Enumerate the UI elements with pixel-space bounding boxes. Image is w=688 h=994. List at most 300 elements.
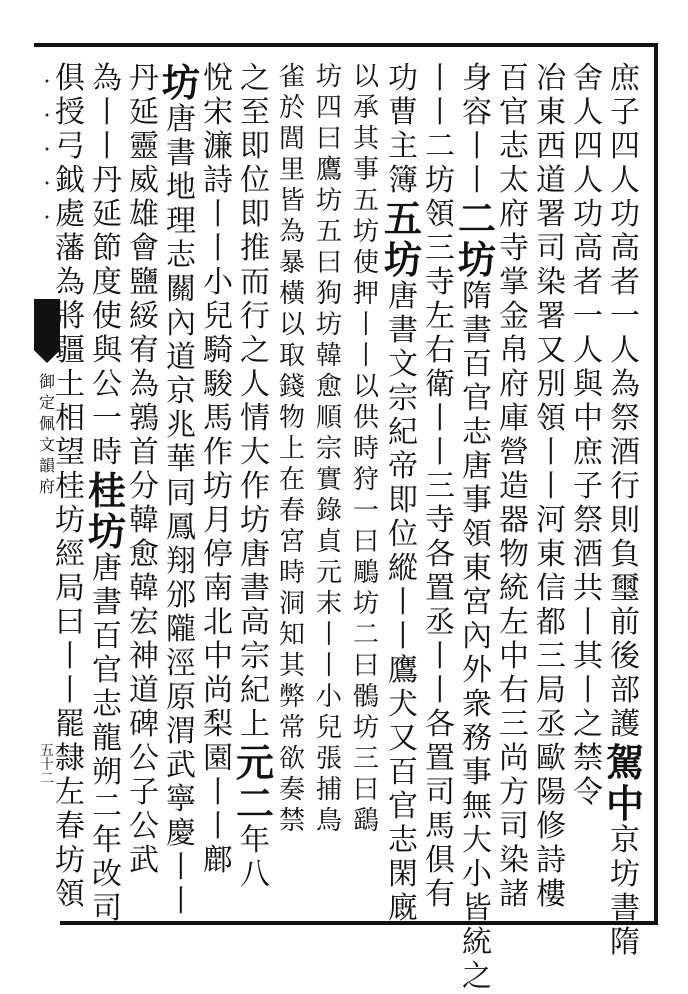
text-char: 志: [92, 687, 122, 722]
text-char: 府: [499, 367, 529, 402]
text-char: 梨: [203, 707, 233, 742]
text-char: 翔: [166, 544, 196, 579]
text-char: 理: [166, 204, 196, 239]
text-char: 子: [129, 775, 159, 810]
margin-marks: ・ ・ ・ ・ ・: [38, 72, 55, 227]
text-char: 坊: [55, 503, 85, 538]
text-char: 丨: [203, 809, 233, 844]
text-char: 慶: [166, 816, 196, 851]
text-char: 錄: [315, 496, 342, 526]
text-char: 器: [499, 503, 529, 538]
text-char: 即: [388, 483, 418, 518]
text-char: 延: [129, 95, 159, 130]
text-char: 俱: [55, 61, 85, 96]
text-char: 供: [352, 403, 379, 433]
text-char: 丨: [462, 163, 492, 198]
text-char: 押: [352, 279, 379, 309]
text-char: 京: [166, 374, 196, 409]
text-char: 宗: [388, 381, 418, 416]
text-char: 為: [129, 367, 159, 402]
text-char: 東: [536, 95, 566, 130]
text-char: 功: [573, 197, 603, 232]
text-char: 上: [278, 434, 305, 464]
text-char: 狗: [315, 279, 342, 309]
text-char: 四: [573, 129, 603, 164]
headword-char: 桂: [87, 468, 126, 513]
text-char: 三: [352, 744, 379, 774]
text-column-16: [42, 62, 98, 922]
text-char: 授: [55, 95, 85, 130]
text-char: 四: [315, 93, 342, 123]
text-char: 一: [573, 299, 603, 334]
text-char: 上: [240, 707, 270, 742]
text-char: 坊: [352, 713, 379, 743]
text-char: 春: [55, 809, 85, 844]
text-char: 書: [462, 313, 492, 348]
text-char: 位: [388, 517, 418, 552]
text-char: 太: [499, 163, 529, 198]
text-char: 而: [240, 265, 270, 300]
text-char: 唐: [166, 102, 196, 137]
text-char: 丨: [425, 673, 455, 708]
text-char: 內: [462, 619, 492, 654]
text-char: 信: [536, 571, 566, 606]
text-char: 俱: [425, 843, 455, 878]
text-char: 帝: [388, 449, 418, 484]
text-char: 承: [352, 93, 379, 123]
text-char: 五: [352, 186, 379, 216]
text-char: 物: [499, 537, 529, 572]
text-char: 左: [55, 775, 85, 810]
text-char: 祭: [610, 401, 640, 436]
text-char: 五: [315, 217, 342, 247]
text-char: 二: [92, 789, 122, 824]
text-char: 廐: [388, 891, 418, 926]
text-char: 歐: [536, 741, 566, 776]
text-char: 欲: [278, 744, 305, 774]
text-char: 桂: [55, 469, 85, 504]
text-char: 皆: [278, 186, 305, 216]
text-char: 龍: [92, 721, 122, 756]
text-char: 丞: [425, 605, 455, 640]
text-char: 詩: [536, 843, 566, 878]
text-char: 雄: [129, 197, 159, 232]
text-char: 隴: [166, 612, 196, 647]
text-char: 功: [610, 197, 640, 232]
text-char: 紀: [240, 673, 270, 708]
text-char: 子: [610, 95, 640, 130]
headword-char: 二: [457, 196, 496, 241]
text-char: 末: [315, 589, 342, 619]
text-char: 閑: [388, 857, 418, 892]
text-char: 坊: [240, 503, 270, 538]
text-char: 一: [352, 496, 379, 526]
headword-char: 坊: [457, 237, 496, 282]
text-char: 相: [55, 401, 85, 436]
text-char: 又: [536, 333, 566, 368]
text-char: 宗: [315, 434, 342, 464]
text-char: 皆: [462, 891, 492, 926]
text-char: 造: [499, 469, 529, 504]
text-char: 為: [610, 367, 640, 402]
text-char: 小: [462, 857, 492, 892]
text-char: 高: [610, 231, 640, 266]
text-char: 原: [166, 680, 196, 715]
text-char: 百: [92, 619, 122, 654]
text-char: 鄜: [203, 843, 233, 878]
text-char: 靈: [129, 129, 159, 164]
text-char: 愈: [315, 372, 342, 402]
text-char: 寺: [425, 265, 455, 300]
text-char: 鳥: [315, 806, 342, 836]
text-char: 領: [425, 197, 455, 232]
text-char: 東: [462, 551, 492, 586]
text-char: 丨: [425, 61, 455, 96]
text-char: 停: [203, 537, 233, 572]
text-char: 簿: [388, 163, 418, 198]
text-char: 曰: [315, 124, 342, 154]
text-char: 府: [499, 197, 529, 232]
text-char: 隸: [55, 741, 85, 776]
text-char: 無: [462, 789, 492, 824]
text-char: 宏: [129, 605, 159, 640]
text-char: 曰: [352, 527, 379, 557]
text-char: 璽: [610, 571, 640, 606]
text-char: 右: [499, 673, 529, 708]
text-char: 令: [573, 775, 603, 810]
text-char: 人: [610, 333, 640, 368]
text-char: 坊: [315, 310, 342, 340]
text-char: 功: [388, 61, 418, 96]
text-char: 丨: [352, 310, 379, 340]
text-char: 部: [610, 673, 640, 708]
text-char: 武: [129, 843, 159, 878]
text-char: 其: [278, 651, 305, 681]
text-char: 關: [166, 272, 196, 307]
text-char: 丨: [425, 639, 455, 674]
text-char: 曰: [55, 605, 85, 640]
text-char: 衛: [425, 367, 455, 402]
text-char: 為: [92, 61, 122, 96]
text-char: 公: [129, 741, 159, 776]
text-char: 以: [352, 62, 379, 92]
text-char: 縱: [388, 551, 418, 586]
text-char: 染: [536, 265, 566, 300]
headword-char: 駕: [605, 740, 644, 785]
text-char: 前: [610, 605, 640, 640]
text-char: 容: [462, 95, 492, 130]
text-char: 綏: [129, 299, 159, 334]
text-char: 位: [240, 163, 270, 198]
book-title: 御定佩文韻府: [38, 372, 55, 496]
text-char: 經: [55, 537, 85, 572]
text-char: 即: [240, 197, 270, 232]
text-char: 宗: [240, 639, 270, 674]
text-char: 署: [536, 197, 566, 232]
text-char: 西: [536, 129, 566, 164]
text-char: 有: [425, 877, 455, 912]
text-char: 威: [129, 163, 159, 198]
text-char: 閭: [278, 124, 305, 154]
text-char: 公: [92, 367, 122, 402]
text-char: 貞: [315, 527, 342, 557]
text-char: 高: [573, 231, 603, 266]
text-char: 北: [203, 605, 233, 640]
text-char: 知: [278, 620, 305, 650]
text-char: 官: [388, 789, 418, 824]
text-char: 丨: [55, 639, 85, 674]
text-char: 掌: [499, 265, 529, 300]
text-char: 高: [240, 605, 270, 640]
text-char: 犬: [388, 687, 418, 722]
text-char: 丨: [573, 673, 603, 708]
text-char: 書: [240, 571, 270, 606]
headword-char: 坊: [383, 237, 422, 282]
text-char: 八: [240, 857, 270, 892]
text-char: 置: [425, 571, 455, 606]
text-char: 丨: [203, 231, 233, 266]
text-char: 金: [499, 299, 529, 334]
text-char: 寺: [425, 503, 455, 538]
text-char: 一: [92, 401, 122, 436]
text-char: 書: [610, 891, 640, 926]
folio-number: 五十二: [40, 743, 54, 787]
text-char: 各: [425, 707, 455, 742]
text-char: 局: [536, 673, 566, 708]
text-char: 諸: [499, 877, 529, 912]
text-char: 一: [610, 299, 640, 334]
text-char: 之: [240, 333, 270, 368]
text-char: 丨: [92, 95, 122, 130]
text-char: 中: [573, 401, 603, 436]
headword-char: 元: [235, 740, 274, 785]
headword-char: 二: [235, 781, 274, 826]
text-char: 節: [92, 231, 122, 266]
text-char: 雀: [278, 62, 305, 92]
text-char: 酒: [610, 435, 640, 470]
text-char: 寺: [499, 231, 529, 266]
text-char: 者: [610, 265, 640, 300]
text-char: 年: [92, 823, 122, 858]
text-char: 各: [425, 537, 455, 572]
text-char: 事: [352, 155, 379, 185]
text-char: 土: [55, 367, 85, 402]
text-char: 丨: [462, 129, 492, 164]
text-char: 分: [129, 469, 159, 504]
text-char: 身: [462, 61, 492, 96]
text-char: 司: [425, 775, 455, 810]
text-char: 華: [166, 442, 196, 477]
text-char: 延: [92, 197, 122, 232]
text-char: 禁: [278, 806, 305, 836]
text-char: 坊: [203, 469, 233, 504]
text-char: 祭: [573, 503, 603, 538]
text-char: 舍: [573, 61, 603, 96]
text-char: 望: [55, 435, 85, 470]
text-char: 衆: [462, 687, 492, 722]
text-char: 丨: [425, 95, 455, 130]
text-char: 使: [352, 248, 379, 278]
text-char: 韓: [129, 571, 159, 606]
text-char: 領: [462, 517, 492, 552]
text-char: 司: [92, 891, 122, 926]
text-char: 作: [240, 469, 270, 504]
text-char: 志: [499, 129, 529, 164]
text-char: 行: [610, 469, 640, 504]
text-char: 地: [166, 170, 196, 205]
text-char: 會: [129, 231, 159, 266]
text-char: 常: [278, 713, 305, 743]
text-char: 書: [92, 585, 122, 620]
text-char: 使: [92, 299, 122, 334]
text-char: 改: [92, 857, 122, 892]
text-char: 曰: [315, 248, 342, 278]
text-char: 樓: [536, 877, 566, 912]
text-char: 春: [278, 496, 305, 526]
headword-char: 五: [383, 196, 422, 241]
text-char: 丨: [425, 435, 455, 470]
text-char: 庶: [610, 61, 640, 96]
text-char: 丨: [388, 585, 418, 620]
text-char: 橫: [278, 279, 305, 309]
text-char: 之: [240, 61, 270, 96]
text-char: 中: [499, 639, 529, 674]
text-char: 神: [129, 639, 159, 674]
text-char: 在: [278, 465, 305, 495]
text-char: 小: [203, 265, 233, 300]
headword-char: 中: [605, 781, 644, 826]
text-char: 悅: [203, 61, 233, 96]
text-char: 丨: [536, 469, 566, 504]
text-char: 唐: [462, 449, 492, 484]
text-char: 右: [425, 333, 455, 368]
text-char: 領: [55, 877, 85, 912]
text-char: 丨: [425, 401, 455, 436]
text-char: 京: [610, 823, 640, 858]
text-char: 鷹: [315, 155, 342, 185]
text-char: 以: [278, 310, 305, 340]
text-char: 東: [536, 537, 566, 572]
text-char: 濂: [203, 129, 233, 164]
text-char: 元: [315, 558, 342, 588]
text-char: 方: [499, 775, 529, 810]
text-char: 隋: [610, 925, 640, 960]
text-char: 百: [499, 61, 529, 96]
text-char: 丨: [388, 619, 418, 654]
text-char: 首: [129, 435, 159, 470]
text-char: 於: [278, 93, 305, 123]
text-char: 司: [499, 809, 529, 844]
text-char: 志: [388, 823, 418, 858]
text-char: 丞: [536, 707, 566, 742]
text-char: 為: [278, 217, 305, 247]
text-char: 坊: [55, 843, 85, 878]
text-char: 置: [425, 741, 455, 776]
text-char: 坊: [315, 62, 342, 92]
text-char: 丨: [55, 673, 85, 708]
text-char: 帛: [499, 333, 529, 368]
text-char: 月: [203, 503, 233, 538]
text-char: 中: [203, 639, 233, 674]
text-char: 推: [240, 231, 270, 266]
text-char: 染: [499, 843, 529, 878]
text-char: 碑: [129, 707, 159, 742]
text-char: 人: [573, 95, 603, 130]
text-char: 順: [315, 403, 342, 433]
text-char: 唐: [388, 279, 418, 314]
text-char: 作: [203, 435, 233, 470]
text-char: 丨: [166, 884, 196, 919]
text-char: 年: [240, 823, 270, 858]
text-char: 公: [129, 809, 159, 844]
text-char: 其: [352, 124, 379, 154]
text-char: 情: [240, 401, 270, 436]
text-char: 丨: [166, 850, 196, 885]
text-char: 署: [536, 299, 566, 334]
text-char: 狩: [352, 465, 379, 495]
text-char: 弓: [55, 129, 85, 164]
text-char: 之: [573, 707, 603, 742]
text-char: 詩: [203, 163, 233, 198]
text-char: 二: [352, 620, 379, 650]
text-char: 唐: [92, 551, 122, 586]
text-char: 者: [573, 265, 603, 300]
text-char: 人: [573, 333, 603, 368]
text-char: 人: [240, 367, 270, 402]
text-char: 寧: [166, 782, 196, 817]
text-char: 三: [499, 707, 529, 742]
text-char: 又: [388, 721, 418, 756]
text-char: 時: [278, 558, 305, 588]
text-char: 韓: [315, 341, 342, 371]
text-char: 丨: [573, 605, 603, 640]
text-char: 庫: [499, 401, 529, 436]
text-char: 小: [315, 682, 342, 712]
text-char: 紀: [388, 415, 418, 450]
text-char: 官: [462, 381, 492, 416]
text-char: 人: [610, 163, 640, 198]
text-char: 河: [536, 503, 566, 538]
text-char: 主: [388, 129, 418, 164]
text-char: 唐: [240, 537, 270, 572]
text-char: 鳳: [166, 510, 196, 545]
text-char: 疆: [55, 333, 85, 368]
text-char: 道: [129, 673, 159, 708]
text-char: 局: [55, 571, 85, 606]
text-char: 張: [315, 744, 342, 774]
text-char: 志: [462, 415, 492, 450]
text-char: 都: [536, 605, 566, 640]
text-char: 丨: [315, 651, 342, 681]
text-char: 行: [240, 299, 270, 334]
text-char: 錢: [278, 372, 305, 402]
text-char: 韓: [129, 503, 159, 538]
text-char: 坊: [610, 857, 640, 892]
text-char: 鉞: [55, 163, 85, 198]
text-char: 隋: [462, 279, 492, 314]
text-char: 坊: [315, 186, 342, 216]
text-char: 宮: [278, 527, 305, 557]
text-char: 曰: [352, 775, 379, 805]
text-char: 尚: [499, 741, 529, 776]
text-char: 修: [536, 809, 566, 844]
text-char: 共: [573, 571, 603, 606]
text-char: 物: [278, 403, 305, 433]
text-char: 兒: [203, 299, 233, 334]
text-char: 愈: [129, 537, 159, 572]
text-char: 為: [55, 265, 85, 300]
text-char: 書: [166, 136, 196, 171]
